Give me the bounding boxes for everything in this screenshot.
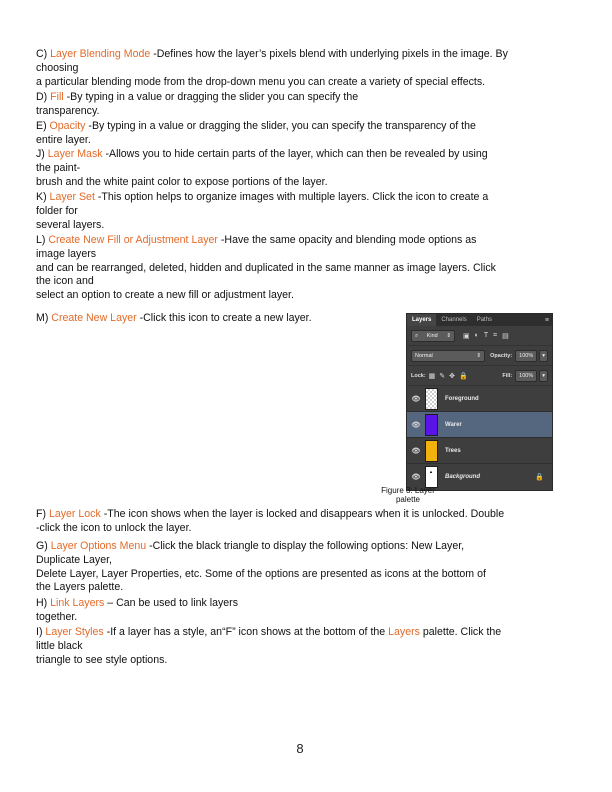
opacity-input[interactable]: 100% <box>515 350 537 362</box>
palette-tabs <box>407 314 552 326</box>
layers-palette-figure <box>406 313 553 491</box>
blend-row <box>407 346 552 366</box>
term-layer-mask: Layer Mask <box>47 148 103 160</box>
search-icon: ⌕ <box>415 332 419 339</box>
visibility-eye-icon[interactable]: 👁 <box>411 473 421 481</box>
lock-all-icon[interactable]: 🔒 <box>459 372 468 380</box>
type-filter-icon[interactable]: T <box>483 331 489 339</box>
term-layer-set: Layer Set <box>49 191 95 203</box>
term-link-layers: Link Layers <box>50 597 105 609</box>
lock-label: Lock: <box>411 372 426 379</box>
palette-menu-icon[interactable]: ≡ <box>544 316 549 324</box>
paragraph-j: J) Layer Mask -Allows you to hide certain parts of the layer, which can then be revealed by using the paint- brush and the white paint color to expose portions of the layer. <box>36 148 488 188</box>
visibility-eye-icon[interactable]: 👁 <box>411 421 421 429</box>
chevron-icon: ⇕ <box>446 332 451 339</box>
paragraph-l: L) Create New Fill or Adjustment Layer -Have the same opacity and blending mode options as image layers and can be rearranged, deleted, hidden and duplicated in the same manner as image layers. Click the icon and select an option to create a new fill or adjustment layer. <box>36 234 496 302</box>
lock-position-icon[interactable]: ✥ <box>449 372 456 380</box>
adjustment-filter-icon[interactable]: ◐ <box>474 331 479 339</box>
layer-thumbnail <box>425 414 438 436</box>
paragraph-m: M) Create New Layer -Click this icon to create a new layer. <box>36 312 312 324</box>
kind-filter-select[interactable]: ⌕ Kind ⇕ <box>411 330 455 342</box>
term-create-new-layer: Create New Layer <box>51 312 137 324</box>
term-fill: Fill <box>50 91 64 103</box>
visibility-eye-icon[interactable]: 👁 <box>411 447 421 455</box>
lock-icon[interactable]: 🔒 <box>535 473 544 481</box>
lock-row <box>407 366 552 386</box>
term-layer-styles: Layer Styles <box>45 626 104 638</box>
lock-paint-icon[interactable]: ✎ <box>439 372 446 380</box>
tab-paths[interactable]: Paths <box>476 317 493 323</box>
page-number: 8 <box>296 741 304 756</box>
term-opacity: Opacity <box>49 120 86 132</box>
layer-thumbnail <box>425 440 438 462</box>
paragraph-k: K) Layer Set -This option helps to organize images with multiple layers. Click the icon to create a folder for several layers. <box>36 191 489 231</box>
visibility-eye-icon[interactable]: 👁 <box>411 395 421 403</box>
paragraph-h: H) Link Layers – Can be used to link layers together. <box>36 597 238 623</box>
layer-row-warer[interactable]: 👁 Warer <box>407 412 552 438</box>
blend-mode-select[interactable]: Normal ⇕ <box>411 350 485 362</box>
image-filter-icon[interactable]: ▣ <box>463 332 470 340</box>
fill-dropdown-icon[interactable]: ▾ <box>539 370 548 382</box>
paragraph-g: G) Layer Options Menu -Click the black triangle to display the following options: New Layer, Duplicate Layer, Delete Layer, Layer Properties, etc. Some of the options are presented as icons at the bottom of the Layers palette. <box>36 540 486 594</box>
layer-thumbnail <box>425 388 438 410</box>
term-layer-blending-mode: Layer Blending Mode <box>50 48 151 60</box>
lock-icons <box>429 372 468 380</box>
chevron-icon: ⇕ <box>476 352 481 359</box>
smart-object-filter-icon[interactable]: ▤ <box>502 332 509 340</box>
paragraph-f: F) Layer Lock -The icon shows when the layer is locked and disappears when it is unlocked. Double -click the icon to unlock the layer. <box>36 508 505 534</box>
shape-filter-icon[interactable]: ⌗ <box>493 331 498 339</box>
filter-row <box>407 326 552 346</box>
layer-row-background[interactable]: 👁 ▲ Background 🔒 <box>407 464 552 489</box>
fill-input[interactable]: 100% <box>515 370 537 382</box>
lock-transparent-icon[interactable]: ▦ <box>428 372 436 380</box>
paragraph-e: E) Opacity -By typing in a value or dragging the slider, you can specify the transparency of the entire layer. <box>36 120 476 146</box>
tab-channels[interactable]: Channels <box>441 317 467 323</box>
term-layer-lock: Layer Lock <box>48 508 101 520</box>
paragraph-c: C) Layer Blending Mode -Defines how the layer’s pixels blend with underlying pixels in the image. By choosing a particular blending mode from the drop-down menu you can create a variety of special effects. <box>36 48 508 88</box>
filter-icons <box>463 332 509 340</box>
opacity-dropdown-icon[interactable]: ▾ <box>539 350 548 362</box>
layer-row-foreground[interactable]: 👁 Foreground <box>407 386 552 412</box>
layer-row-trees[interactable]: 👁 Trees <box>407 438 552 464</box>
term-create-new-fill: Create New Fill or Adjustment Layer <box>48 234 218 246</box>
paragraph-d: D) Fill -By typing in a value or dragging the slider you can specify the transparency. <box>36 91 359 117</box>
figure-caption: Figure 3: Layer palette <box>381 486 435 504</box>
opacity-label: Opacity: <box>490 352 513 359</box>
term-layers: Layers <box>388 626 420 638</box>
term-layer-options-menu: Layer Options Menu <box>50 540 147 552</box>
tab-layers[interactable]: Layers <box>407 314 436 326</box>
paragraph-i: I) Layer Styles -If a layer has a style, an“F” icon shows at the bottom of the Layers palette. Click the little black triangle to see style options. <box>36 626 502 666</box>
fill-label: Fill: <box>502 372 513 379</box>
layer-thumbnail: ▲ <box>425 466 438 488</box>
